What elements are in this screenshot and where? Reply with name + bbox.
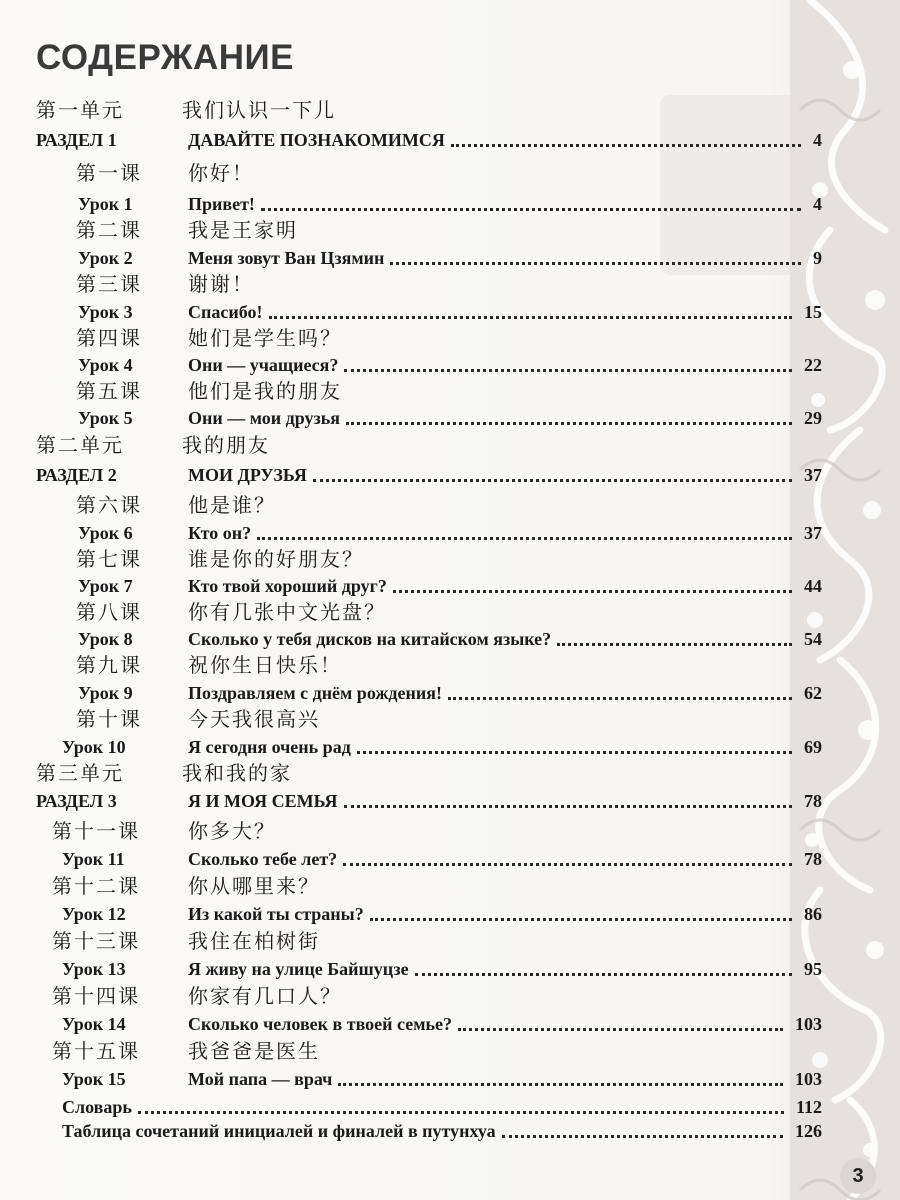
dot-leader <box>451 144 801 147</box>
appendix-label: Таблица сочетаний инициалей и финалей в путунхуа <box>62 1121 496 1141</box>
toc-entry <box>0 983 900 1009</box>
dot-leader <box>346 422 792 425</box>
chinese-lesson-label: 第二课 <box>76 218 142 242</box>
chinese-title: 我爸爸是医生 <box>188 1039 320 1063</box>
chinese-title: 你从哪里来？ <box>188 874 320 898</box>
entry-title: Поздравляем с днём рождения! <box>188 683 442 703</box>
chinese-lesson-label: 第七课 <box>76 547 142 571</box>
toc-entry <box>0 1038 900 1064</box>
entry-title: ДАВАЙТЕ ПОЗНАКОМИМСЯ <box>188 130 445 150</box>
toc-entry <box>0 546 900 572</box>
toc-entry <box>0 652 900 678</box>
toc-entry <box>0 573 900 599</box>
page-title: СОДЕРЖАНИЕ <box>36 38 295 77</box>
page-ref: 86 <box>804 904 822 924</box>
toc-entry <box>0 127 900 153</box>
toc-entry <box>0 734 900 760</box>
chinese-lesson-label: 第四课 <box>76 326 142 350</box>
lesson-label: Урок 10 <box>62 737 126 757</box>
entry-title: Я сегодня очень рад <box>188 737 351 757</box>
chinese-title: 祝你生日快乐！ <box>188 653 342 677</box>
entry-title: Я И МОЯ СЕМЬЯ <box>188 791 338 811</box>
entry-title: МОИ ДРУЗЬЯ <box>188 465 307 485</box>
chinese-lesson-label: 第六课 <box>76 493 142 517</box>
dot-leader <box>393 590 792 593</box>
chinese-lesson-label: 第十五课 <box>52 1039 140 1063</box>
lesson-label: Урок 9 <box>78 683 133 703</box>
entry-title: Из какой ты страны? <box>188 904 364 924</box>
chinese-title: 我是王家明 <box>188 218 298 242</box>
toc-entry <box>0 680 900 706</box>
lesson-label: Урок 7 <box>78 576 133 596</box>
chinese-title: 谁是你的好朋友？ <box>188 547 364 571</box>
toc-entry <box>0 217 900 243</box>
chinese-title: 你家有几口人？ <box>188 984 342 1008</box>
toc-entry <box>0 352 900 378</box>
lesson-label: Урок 5 <box>78 408 133 428</box>
page-ref: 126 <box>795 1121 822 1141</box>
toc-entry <box>0 271 900 297</box>
page-ref: 9 <box>813 248 822 268</box>
chinese-lesson-label: 第一课 <box>76 161 142 185</box>
chinese-lesson-label: 第十四课 <box>52 984 140 1008</box>
entry-title: Мой папа — врач <box>188 1069 333 1089</box>
toc-entry <box>0 901 900 927</box>
page-ref: 29 <box>804 408 822 428</box>
toc-entry <box>0 846 900 872</box>
page-ref: 44 <box>804 576 822 596</box>
toc-entry <box>0 492 900 518</box>
toc-entry <box>0 599 900 625</box>
chinese-lesson-label: 第八课 <box>76 600 142 624</box>
toc-entry <box>0 818 900 844</box>
toc-entry <box>0 626 900 652</box>
dot-leader <box>261 208 801 211</box>
chinese-lesson-label: 第十二课 <box>52 874 140 898</box>
entry-title: Я живу на улице Байшуцзе <box>188 959 409 979</box>
toc-entry <box>0 928 900 954</box>
chinese-title: 你好！ <box>188 161 254 185</box>
page-ref: 78 <box>804 849 822 869</box>
entry-title: Привет! <box>188 194 255 214</box>
dot-leader <box>557 643 792 646</box>
toc-entry <box>0 325 900 351</box>
chinese-lesson-label: 第五课 <box>76 379 142 403</box>
entry-title: Сколько у тебя дисков на китайском языке? <box>188 629 552 649</box>
chinese-title: 他们是我的朋友 <box>188 379 342 403</box>
lesson-label: Урок 8 <box>78 629 133 649</box>
entry-title: Сколько человек в твоей семье? <box>188 1014 453 1034</box>
toc-entry <box>0 405 900 431</box>
entry-title: Сколько тебе лет? <box>188 849 338 869</box>
page-ref: 69 <box>804 737 822 757</box>
chinese-title: 今天我很高兴 <box>188 707 320 731</box>
chinese-title: 你有几张中文光盘？ <box>188 600 386 624</box>
chinese-title: 你多大？ <box>188 819 276 843</box>
toc-entry <box>0 1118 900 1144</box>
lesson-label: Урок 12 <box>62 904 126 924</box>
dot-leader <box>344 369 792 372</box>
page-ref: 22 <box>804 355 822 375</box>
toc-entry <box>0 760 900 786</box>
entry-title: Кто твой хороший друг? <box>188 576 387 596</box>
toc-entry <box>0 432 900 458</box>
page-ref: 62 <box>804 683 822 703</box>
chinese-title: 他是谁？ <box>188 493 276 517</box>
chinese-title: 我住在柏树街 <box>188 929 320 953</box>
toc-entry <box>0 873 900 899</box>
lesson-label: Урок 4 <box>78 355 133 375</box>
toc-entry <box>0 1094 900 1120</box>
chinese-title: 我们认识一下儿 <box>182 98 336 122</box>
chinese-title: 我的朋友 <box>182 433 270 457</box>
lesson-label: Урок 1 <box>78 194 133 214</box>
entry-title: Они — мои друзья <box>188 408 341 428</box>
page-ref: 103 <box>795 1069 822 1089</box>
lesson-label: Урок 15 <box>62 1069 126 1089</box>
dot-leader <box>448 697 792 700</box>
section-label: РАЗДЕЛ 1 <box>36 130 117 150</box>
toc-entry <box>0 462 900 488</box>
toc-entry <box>0 378 900 404</box>
appendix-label: Словарь <box>62 1097 132 1117</box>
toc-entry <box>0 1066 900 1092</box>
chinese-title: 她们是学生吗？ <box>188 326 342 350</box>
chinese-lesson-label: 第三单元 <box>36 761 124 785</box>
lesson-label: Урок 3 <box>78 302 133 322</box>
page-ref: 15 <box>804 302 822 322</box>
entry-title: Спасибо! <box>188 302 263 322</box>
page-number: 3 <box>840 1158 876 1194</box>
lesson-label: Урок 11 <box>62 849 125 869</box>
dot-leader <box>357 751 792 754</box>
chinese-title: 谢谢！ <box>188 272 254 296</box>
toc-entry <box>0 520 900 546</box>
chinese-lesson-label: 第十一课 <box>52 819 140 843</box>
dot-leader <box>343 863 792 866</box>
dot-leader <box>502 1135 783 1138</box>
page-ref: 37 <box>804 465 822 485</box>
dot-leader <box>390 262 801 265</box>
toc-entry <box>0 160 900 186</box>
page-ref: 112 <box>795 1097 822 1117</box>
toc-entry <box>0 788 900 814</box>
toc-entry <box>0 956 900 982</box>
lesson-label: Урок 6 <box>78 523 133 543</box>
dot-leader <box>338 1083 783 1086</box>
page-ref: 37 <box>804 523 822 543</box>
page-ref: 54 <box>804 629 822 649</box>
dot-leader <box>138 1111 784 1114</box>
chinese-lesson-label: 第十课 <box>76 707 142 731</box>
dot-leader <box>415 973 792 976</box>
lesson-label: Урок 14 <box>62 1014 126 1034</box>
chinese-title: 我和我的家 <box>182 761 292 785</box>
page-ref: 103 <box>795 1014 822 1034</box>
section-label: РАЗДЕЛ 3 <box>36 791 117 811</box>
page-ref: 78 <box>804 791 822 811</box>
toc-entry <box>0 299 900 325</box>
toc-entry <box>0 1011 900 1037</box>
page-ref: 4 <box>813 130 822 150</box>
entry-title: Они — учащиеся? <box>188 355 339 375</box>
lesson-label: Урок 13 <box>62 959 126 979</box>
page-ref: 95 <box>804 959 822 979</box>
entry-title: Меня зовут Ван Цзямин <box>188 248 385 268</box>
dot-leader <box>344 805 792 808</box>
chinese-lesson-label: 第十三课 <box>52 929 140 953</box>
toc-entry <box>0 245 900 271</box>
toc-entry <box>0 706 900 732</box>
dot-leader <box>257 537 792 540</box>
entry-title: Кто он? <box>188 523 252 543</box>
page-ref: 4 <box>813 194 822 214</box>
chinese-lesson-label: 第一单元 <box>36 98 124 122</box>
chinese-lesson-label: 第二单元 <box>36 433 124 457</box>
dot-leader <box>269 316 792 319</box>
toc-entry <box>0 97 900 123</box>
lesson-label: Урок 2 <box>78 248 133 268</box>
dot-leader <box>370 918 792 921</box>
dot-leader <box>458 1028 783 1031</box>
chinese-lesson-label: 第三课 <box>76 272 142 296</box>
section-label: РАЗДЕЛ 2 <box>36 465 117 485</box>
dot-leader <box>313 479 792 482</box>
chinese-lesson-label: 第九课 <box>76 653 142 677</box>
toc-entry <box>0 191 900 217</box>
